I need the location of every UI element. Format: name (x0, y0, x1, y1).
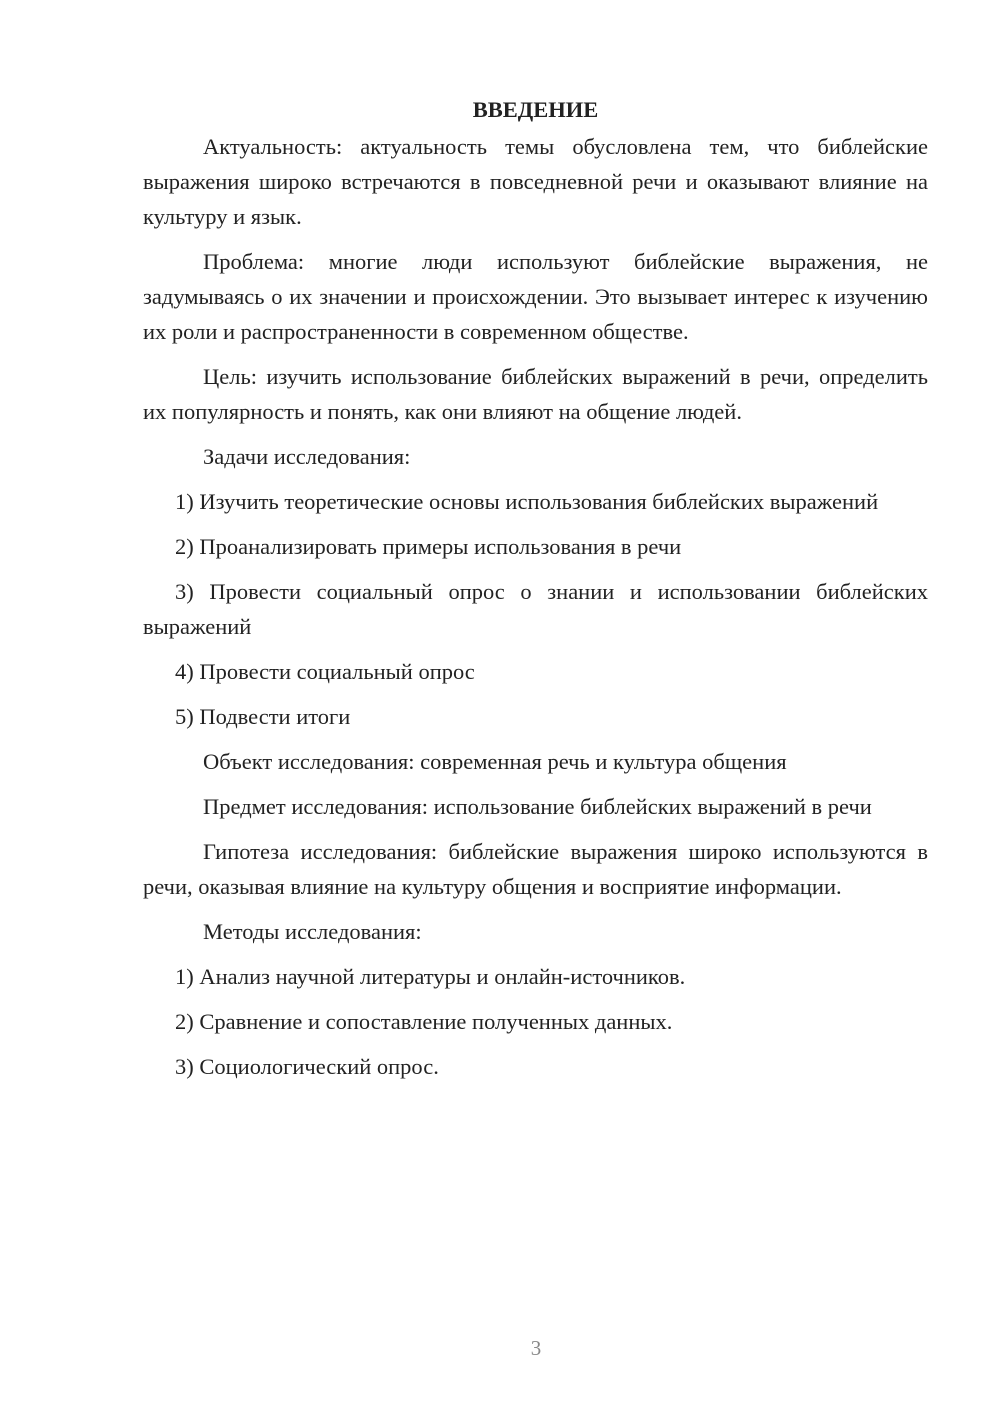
section-title: ВВЕДЕНИЕ (472, 97, 599, 122)
page-number: 3 (530, 1336, 542, 1360)
task-item: 4) Провести социальный опрос (175, 659, 475, 684)
task-item: 2) Проанализировать примеры использования в речи (175, 534, 682, 559)
task-item: 1) Изучить теоретические основы использования библейских выражений (175, 489, 879, 514)
method-item: 3) Социологический опрос. (175, 1054, 439, 1079)
method-item: 2) Сравнение и сопоставление полученных данных. (175, 1009, 673, 1034)
hypothesis-paragraph: Гипотеза исследования: библейские выражения широко используются в речи, оказывая влияние на культуру общения и восприятие информации. (143, 839, 928, 899)
page-content (143, 92, 928, 1094)
task-item: 5) Подвести итоги (175, 704, 351, 729)
method-item: 1) Анализ научной литературы и онлайн-источников. (175, 964, 686, 989)
problem-paragraph: Проблема: многие люди используют библейские выражения, не задумываясь о их значении и происхождении. Это вызывает интерес к изучению их роли и распространенности в современном обществе. (143, 249, 928, 344)
object-paragraph: Объект исследования: современная речь и культура общения (203, 749, 787, 774)
relevance-paragraph: Актуальность: актуальность темы обусловлена тем, что библейские выражения широко встречаются в повседневной речи и оказывают влияние на культуру и язык. (143, 134, 928, 229)
subject-paragraph: Предмет исследования: использование библейских выражений в речи (203, 794, 872, 819)
methods-heading: Методы исследования: (203, 919, 422, 944)
task-item: 3) Провести социальный опрос о знании и использовании библейских выражений (143, 579, 928, 639)
goal-paragraph: Цель: изучить использование библейских выражений в речи, определить их популярность и понять, как они влияют на общение людей. (143, 364, 928, 424)
tasks-heading: Задачи исследования: (203, 444, 411, 469)
